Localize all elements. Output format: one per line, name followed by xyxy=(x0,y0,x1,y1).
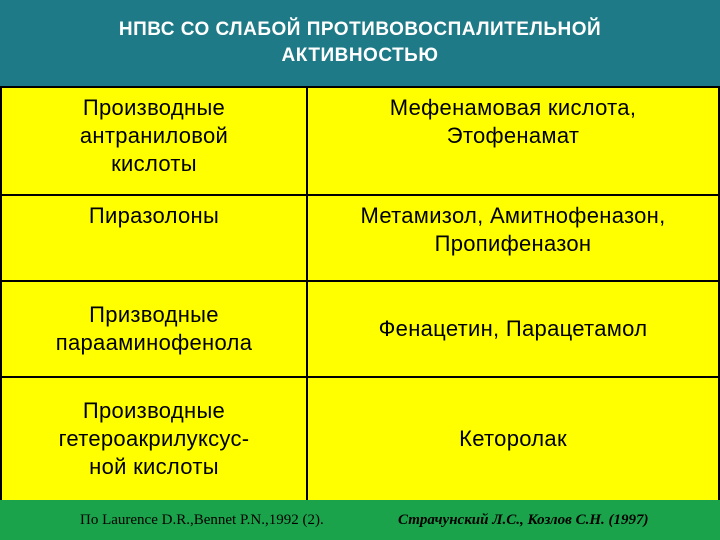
footer xyxy=(0,500,720,540)
drug-line: Метамизол, Амитнофеназон, xyxy=(360,203,666,228)
group-cell xyxy=(1,195,307,281)
drug-cell xyxy=(307,281,719,377)
drug-line: Мефенамовая кислота, xyxy=(389,95,637,120)
source-citation-right: Страчунский Л.С., Козлов С.Н. (1997) xyxy=(398,512,649,528)
group-line: Производные xyxy=(82,95,226,120)
group-line: гетероакрилуксус- xyxy=(58,426,250,451)
group-cell xyxy=(1,281,307,377)
group-line: парааминофенола xyxy=(55,330,253,355)
source-citation-left: По Laurence D.R.,Bennet P.N.,1992 (2). xyxy=(80,512,324,528)
table-row xyxy=(1,377,719,501)
group-line: Пиразолоны xyxy=(88,203,220,228)
drug-cell xyxy=(307,195,719,281)
table-row xyxy=(1,195,719,281)
drug-cell xyxy=(307,377,719,501)
group-line: кислоты xyxy=(111,151,197,176)
group-line: Призводные xyxy=(89,302,219,327)
nsaid-table xyxy=(0,86,720,502)
drug-cell xyxy=(307,87,719,195)
group-line: ной кислоты xyxy=(89,454,219,479)
table-row xyxy=(1,87,719,195)
drug-line: Фенацетин, Парацетамол xyxy=(378,316,648,341)
drug-line: Кеторолак xyxy=(459,426,567,451)
group-line: антраниловой xyxy=(79,123,229,148)
group-cell xyxy=(1,377,307,501)
slide-title-line-2: АКТИВНОСТЬЮ xyxy=(281,45,439,66)
table-row xyxy=(1,281,719,377)
drug-line: Этофенамат xyxy=(446,123,580,148)
drug-line: Пропифеназон xyxy=(434,231,592,256)
slide-title-line-1: НПВС СО СЛАБОЙ ПРОТИВОВОСПАЛИТЕЛЬНОЙ xyxy=(118,19,602,40)
slide-title xyxy=(0,0,720,86)
group-line: Производные xyxy=(82,398,226,423)
group-cell xyxy=(1,87,307,195)
